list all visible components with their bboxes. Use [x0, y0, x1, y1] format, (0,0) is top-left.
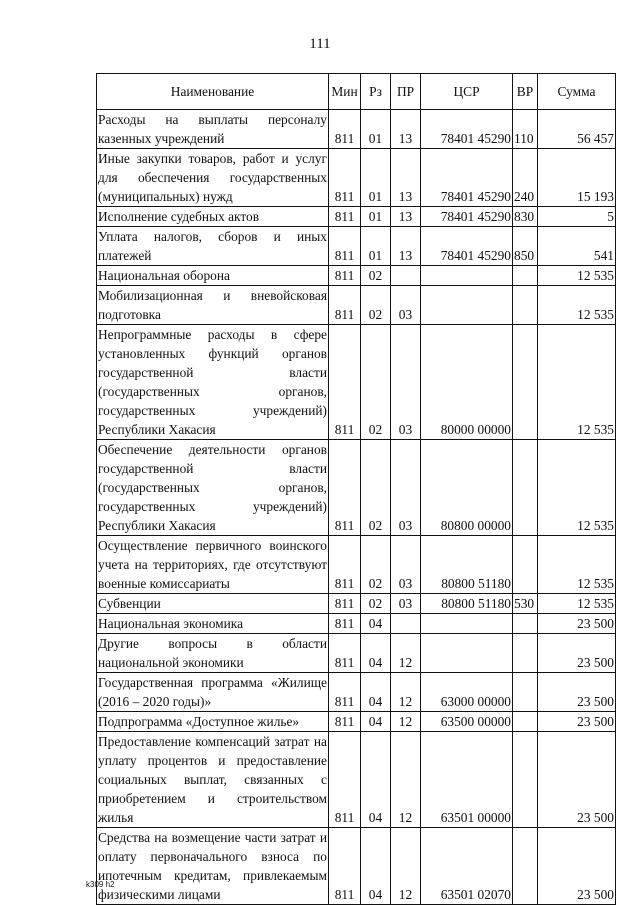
cell-csr: 78401 45290 — [421, 149, 513, 207]
table-header-row — [97, 74, 616, 110]
cell-rz: 02 — [361, 594, 391, 614]
cell-csr — [421, 266, 513, 286]
cell-vr — [513, 325, 538, 440]
cell-rz: 01 — [361, 207, 391, 227]
table-row — [97, 536, 616, 594]
cell-csr: 63500 00000 — [421, 712, 513, 732]
cell-min: 811 — [329, 594, 361, 614]
cell-csr: 80000 00000 — [421, 325, 513, 440]
table-row — [97, 634, 616, 673]
cell-pr: 12 — [391, 732, 421, 828]
cell-name: Другие вопросы в области национальной экономики — [97, 634, 329, 673]
cell-rz: 04 — [361, 673, 391, 712]
cell-rz: 01 — [361, 110, 391, 149]
cell-name: Непрограммные расходы в сфере установленных функций органов государственной власти (государственных органов, государственных учреждений) Республики Хакасия — [97, 325, 329, 440]
cell-csr: 63000 00000 — [421, 673, 513, 712]
cell-sum: 23 500 — [538, 634, 616, 673]
cell-sum: 23 500 — [538, 712, 616, 732]
cell-vr — [513, 286, 538, 325]
cell-rz: 04 — [361, 614, 391, 634]
cell-min: 811 — [329, 227, 361, 266]
cell-sum: 5 — [538, 207, 616, 227]
cell-min: 811 — [329, 614, 361, 634]
cell-pr: 12 — [391, 634, 421, 673]
cell-csr — [421, 614, 513, 634]
cell-name: Мобилизационная и вневойсковая подготовка — [97, 286, 329, 325]
cell-pr: 13 — [391, 207, 421, 227]
cell-pr: 03 — [391, 536, 421, 594]
cell-name: Подпрограмма «Доступное жилье» — [97, 712, 329, 732]
cell-csr: 80800 51180 — [421, 594, 513, 614]
cell-pr: 03 — [391, 286, 421, 325]
cell-min: 811 — [329, 286, 361, 325]
cell-vr: 240 — [513, 149, 538, 207]
cell-name: Национальная оборона — [97, 266, 329, 286]
cell-sum: 12 535 — [538, 325, 616, 440]
cell-name: Уплата налогов, сборов и иных платежей — [97, 227, 329, 266]
table-row — [97, 712, 616, 732]
table-row — [97, 732, 616, 828]
cell-sum: 12 535 — [538, 536, 616, 594]
cell-pr: 03 — [391, 440, 421, 536]
cell-csr: 80800 51180 — [421, 536, 513, 594]
cell-sum: 15 193 — [538, 149, 616, 207]
cell-min: 811 — [329, 712, 361, 732]
table-row — [97, 594, 616, 614]
cell-min: 811 — [329, 634, 361, 673]
cell-rz: 02 — [361, 325, 391, 440]
table-row — [97, 673, 616, 712]
cell-sum: 56 457 — [538, 110, 616, 149]
cell-name: Национальная экономика — [97, 614, 329, 634]
cell-name: Осуществление первичного воинского учета на территориях, где отсутствуют военные комиссариаты — [97, 536, 329, 594]
header-csr: ЦСР — [421, 74, 513, 110]
cell-vr: 830 — [513, 207, 538, 227]
cell-min: 811 — [329, 325, 361, 440]
cell-csr: 63501 00000 — [421, 732, 513, 828]
footer-code: k309 h2 — [86, 880, 115, 889]
cell-rz: 02 — [361, 536, 391, 594]
table-row — [97, 614, 616, 634]
cell-csr: 63501 02070 — [421, 828, 513, 905]
header-vr: ВР — [513, 74, 538, 110]
cell-min: 811 — [329, 828, 361, 905]
cell-vr — [513, 634, 538, 673]
cell-sum: 23 500 — [538, 732, 616, 828]
cell-min: 811 — [329, 149, 361, 207]
cell-min: 811 — [329, 110, 361, 149]
cell-rz: 02 — [361, 286, 391, 325]
cell-min: 811 — [329, 440, 361, 536]
cell-name: Государственная программа «Жилище (2016 – 2020 годы)» — [97, 673, 329, 712]
cell-sum: 23 500 — [538, 614, 616, 634]
cell-min: 811 — [329, 732, 361, 828]
cell-csr: 80800 00000 — [421, 440, 513, 536]
cell-rz: 04 — [361, 712, 391, 732]
cell-pr — [391, 614, 421, 634]
cell-min: 811 — [329, 207, 361, 227]
cell-vr: 110 — [513, 110, 538, 149]
cell-vr — [513, 712, 538, 732]
cell-pr — [391, 266, 421, 286]
cell-csr — [421, 286, 513, 325]
table-row — [97, 227, 616, 266]
table-row — [97, 149, 616, 207]
cell-rz: 01 — [361, 227, 391, 266]
cell-csr: 78401 45290 — [421, 110, 513, 149]
cell-rz: 02 — [361, 440, 391, 536]
header-rz: Рз — [361, 74, 391, 110]
cell-csr — [421, 634, 513, 673]
cell-pr: 12 — [391, 828, 421, 905]
header-sum: Сумма — [538, 74, 616, 110]
table-row — [97, 325, 616, 440]
cell-sum: 12 535 — [538, 286, 616, 325]
cell-name: Субвенции — [97, 594, 329, 614]
header-pr: ПР — [391, 74, 421, 110]
table-row — [97, 207, 616, 227]
cell-name: Средства на возмещение части затрат и оплату первоначального взноса по ипотечным кредитам, привлекаемым физическими лицами — [97, 828, 329, 905]
cell-name: Исполнение судебных актов — [97, 207, 329, 227]
cell-min: 811 — [329, 266, 361, 286]
cell-csr: 78401 45290 — [421, 207, 513, 227]
cell-pr: 13 — [391, 227, 421, 266]
cell-vr — [513, 614, 538, 634]
cell-vr — [513, 828, 538, 905]
cell-min: 811 — [329, 673, 361, 712]
cell-rz: 01 — [361, 149, 391, 207]
cell-vr: 530 — [513, 594, 538, 614]
cell-rz: 04 — [361, 634, 391, 673]
header-name: Наименование — [97, 74, 329, 110]
cell-sum: 541 — [538, 227, 616, 266]
cell-rz: 02 — [361, 266, 391, 286]
table-row — [97, 828, 616, 905]
table-row — [97, 110, 616, 149]
cell-sum: 12 535 — [538, 440, 616, 536]
cell-sum: 12 535 — [538, 594, 616, 614]
cell-name: Расходы на выплаты персоналу казенных учреждений — [97, 110, 329, 149]
cell-pr: 03 — [391, 594, 421, 614]
header-min: Мин — [329, 74, 361, 110]
cell-name: Обеспечение деятельности органов государственной власти (государственных органов, государственных учреждений) Республики Хакасия — [97, 440, 329, 536]
table-body — [97, 110, 616, 905]
cell-pr: 03 — [391, 325, 421, 440]
cell-name: Иные закупки товаров, работ и услуг для обеспечения государственных (муниципальных) нужд — [97, 149, 329, 207]
cell-pr: 12 — [391, 712, 421, 732]
table-row — [97, 266, 616, 286]
page-number: 111 — [309, 36, 331, 52]
cell-pr: 13 — [391, 149, 421, 207]
cell-vr — [513, 266, 538, 286]
budget-table — [96, 73, 616, 905]
cell-pr: 13 — [391, 110, 421, 149]
cell-name: Предоставление компенсаций затрат на уплату процентов и предоставление социальных выплат, связанных с приобретением и строительством жилья — [97, 732, 329, 828]
cell-sum: 23 500 — [538, 673, 616, 712]
cell-vr — [513, 732, 538, 828]
cell-csr: 78401 45290 — [421, 227, 513, 266]
cell-vr — [513, 440, 538, 536]
table-row — [97, 440, 616, 536]
cell-rz: 04 — [361, 828, 391, 905]
cell-rz: 04 — [361, 732, 391, 828]
cell-vr: 850 — [513, 227, 538, 266]
cell-vr — [513, 536, 538, 594]
cell-sum: 12 535 — [538, 266, 616, 286]
cell-vr — [513, 673, 538, 712]
cell-min: 811 — [329, 536, 361, 594]
cell-pr: 12 — [391, 673, 421, 712]
table-row — [97, 286, 616, 325]
cell-sum: 23 500 — [538, 828, 616, 905]
